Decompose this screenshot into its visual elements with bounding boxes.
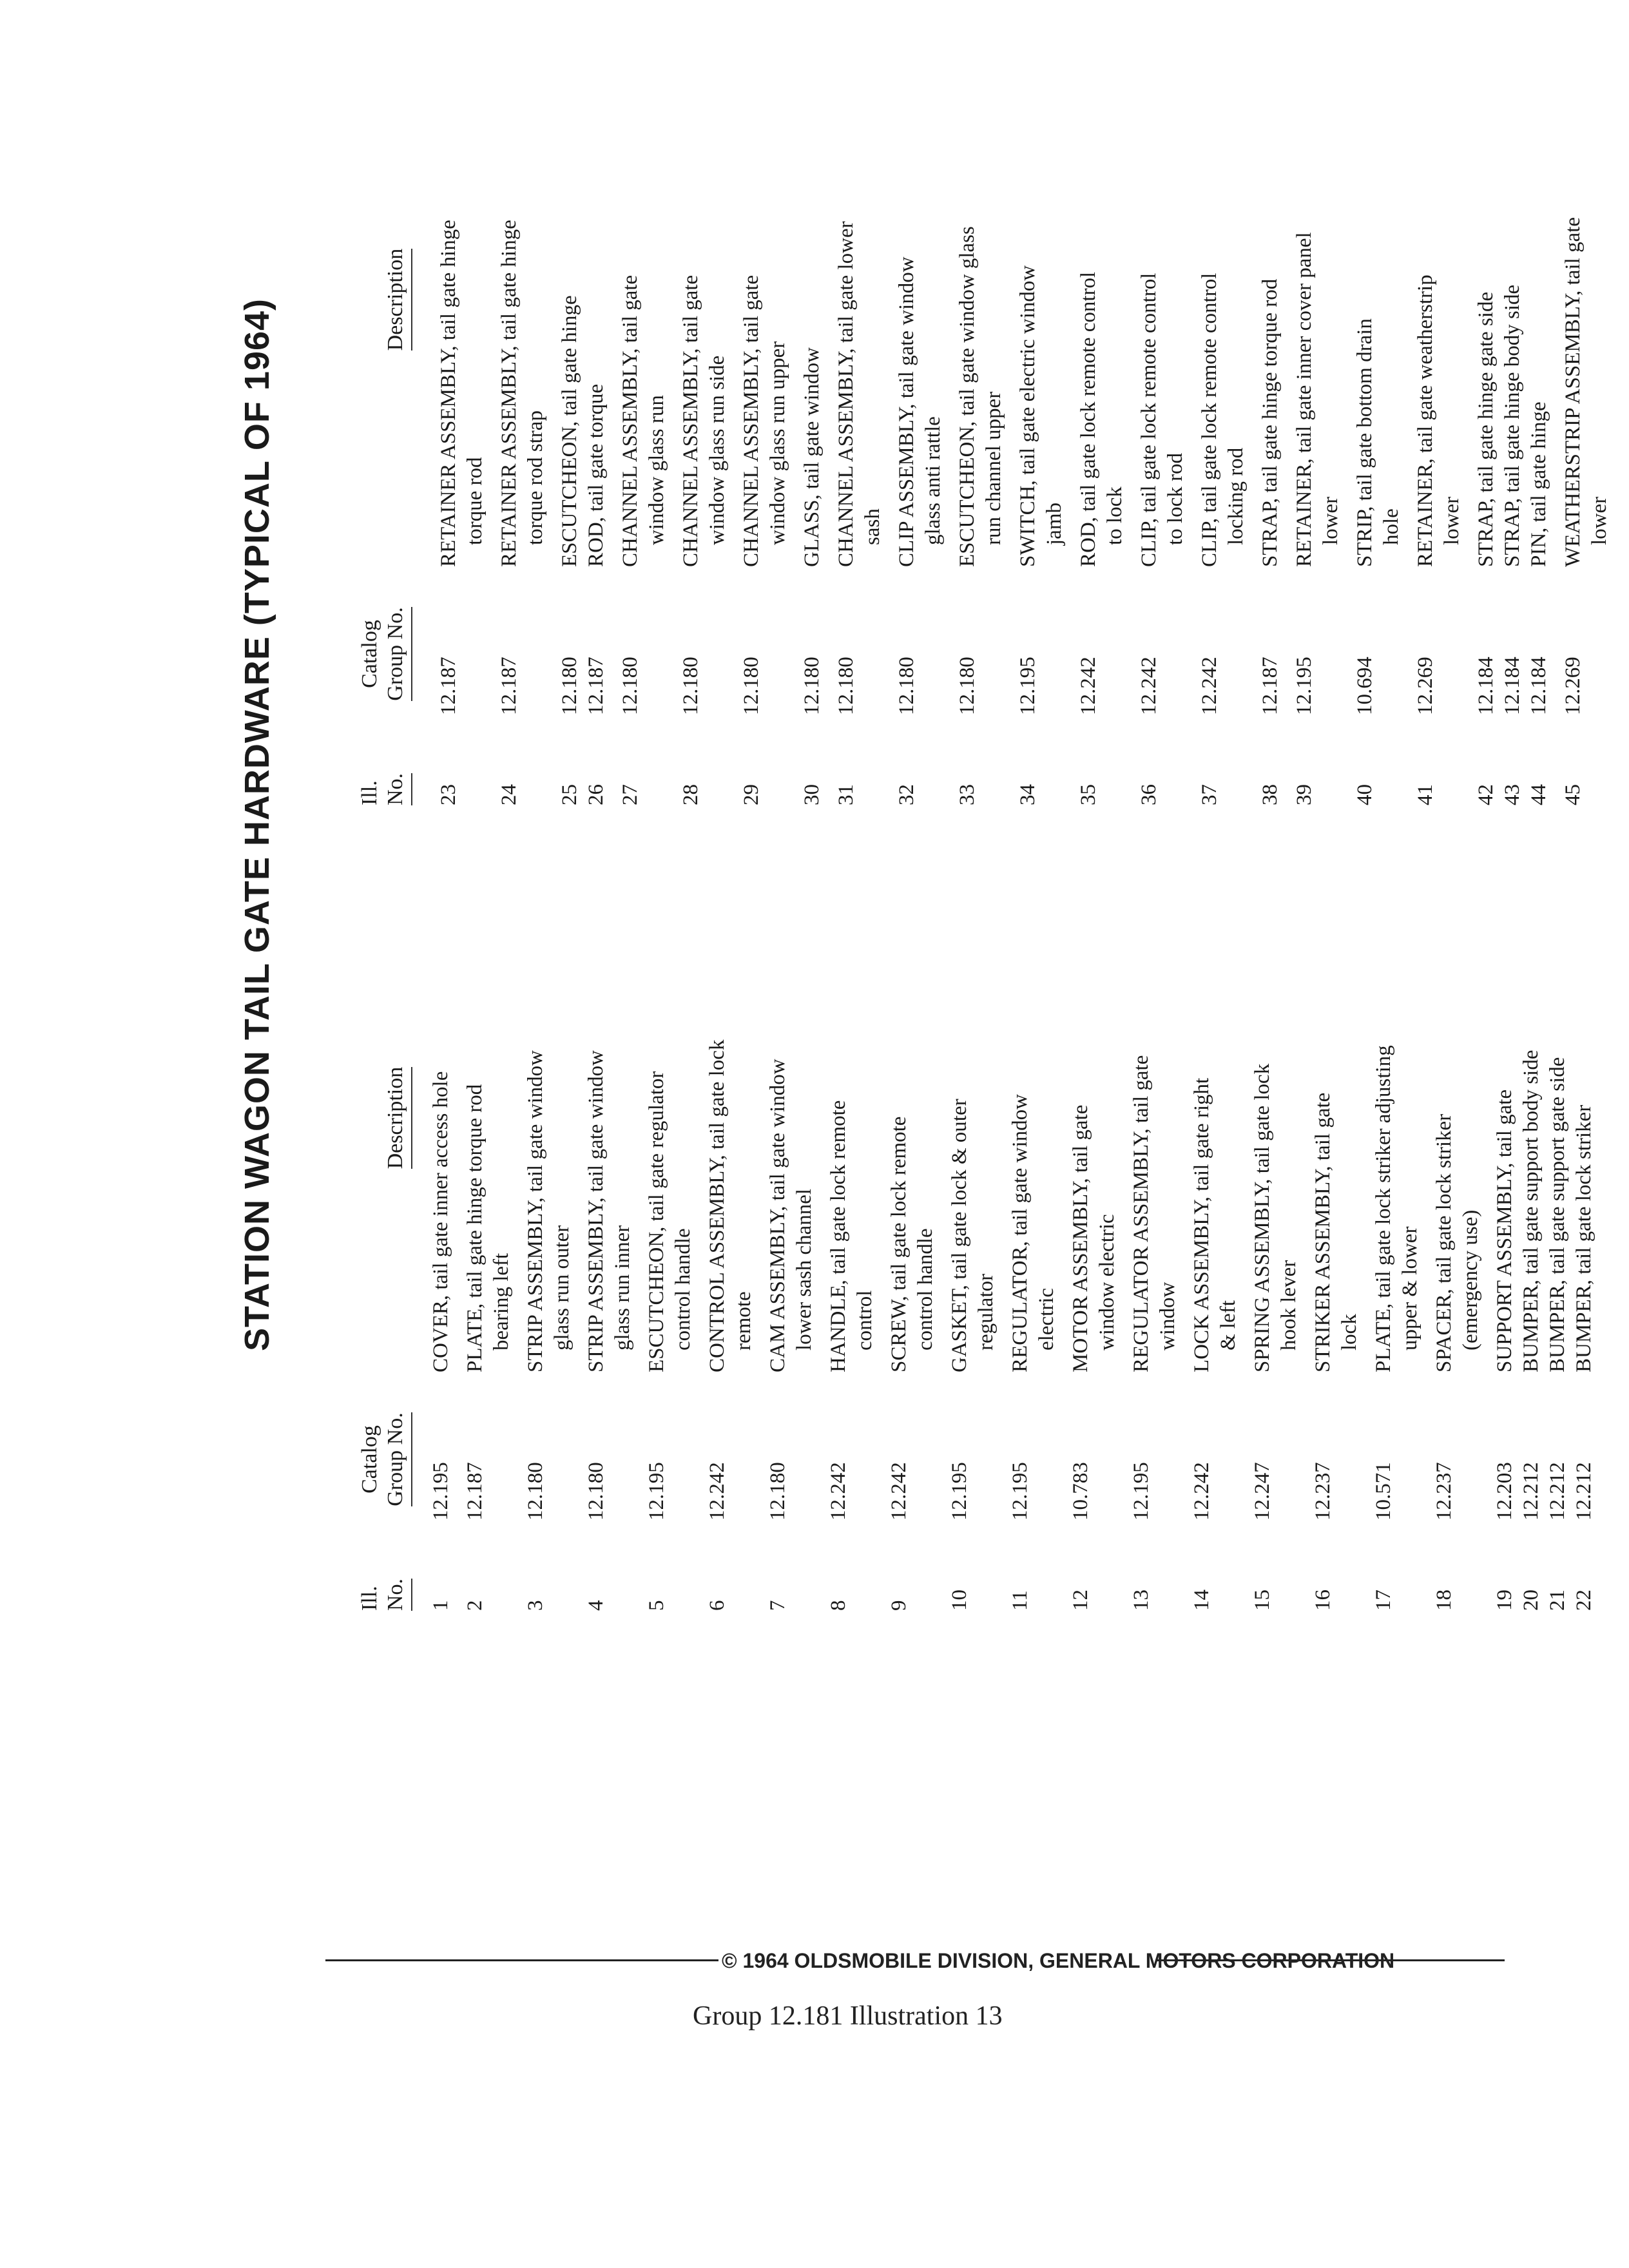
table-row [583, 838, 636, 1611]
description [428, 838, 454, 1398]
ill-no: 30 [800, 784, 824, 805]
ill-no: 32 [895, 784, 918, 805]
description [1499, 6, 1526, 593]
ill-no: 2 [463, 1600, 487, 1611]
description-line2: to lock rod [1164, 453, 1187, 545]
catalog-group-no: 10.783 [1069, 1462, 1092, 1521]
description-line1: SPACER, tail gate lock striker [1432, 1113, 1456, 1372]
catalog-group-no: 12.180 [524, 1462, 547, 1521]
description-line1: BUMPER, tail gate lock striker [1572, 1104, 1595, 1372]
description [954, 6, 1007, 593]
catalog-group-no: 12.269 [1414, 657, 1437, 715]
description-line1: PLATE, tail gate hinge torque rod [463, 1084, 487, 1372]
description-line2: (emergency use) [1459, 1209, 1482, 1350]
table-row [1571, 838, 1597, 1611]
catalog-group-no: 12.184 [1501, 657, 1524, 715]
ill-no: 20 [1519, 1590, 1543, 1611]
description [947, 838, 999, 1398]
description [1257, 6, 1284, 593]
table-row [1560, 6, 1613, 805]
table-row [765, 838, 818, 1611]
description [1007, 838, 1060, 1398]
description-line2: control handle [914, 1228, 937, 1350]
description-line2: lock [1338, 1314, 1361, 1350]
catalog-group-no: 12.247 [1251, 1462, 1274, 1521]
ill-header-line2: No. [383, 1579, 412, 1611]
catalog-group-no: 12.180 [584, 1462, 608, 1521]
table-row [1499, 6, 1526, 805]
description-line2: torque rod strap [524, 410, 547, 545]
table-row [1128, 838, 1181, 1611]
description-line2: window glass run [645, 395, 668, 545]
group-illustration-caption: Group 12.181 Illustration 13 [693, 2001, 1003, 2031]
right-column [331, 6, 1613, 805]
description [436, 6, 488, 593]
description-line1: CHANNEL ASSEMBLY, tail gate [740, 274, 763, 567]
ill-no: 11 [1008, 1590, 1032, 1611]
description-line2: to lock [1103, 486, 1126, 545]
catalog-group-no: 12.187 [437, 657, 460, 715]
description-line1: PIN, tail gate hinge [1527, 401, 1550, 567]
description-line1: SPRING ASSEMBLY, tail gate lock [1251, 1063, 1274, 1372]
description [1310, 838, 1363, 1398]
ill-no: 29 [740, 784, 763, 805]
description-line2: glass anti rattle [921, 416, 945, 545]
ill-no: 19 [1493, 1590, 1516, 1611]
cat-header-line2: Group No. [383, 607, 412, 700]
catalog-group-no: 12.242 [1198, 657, 1221, 715]
description-line1: SUPPORT ASSEMBLY, tail gate [1493, 1089, 1516, 1372]
catalog-group-no: 12.237 [1311, 1462, 1335, 1521]
table-row [1291, 6, 1344, 805]
ill-header-line1: Ill. [358, 1586, 381, 1611]
description-line1: CAM ASSEMBLY, tail gate window [766, 1059, 789, 1372]
ill-header-line2: No. [383, 773, 412, 805]
catalog-group-no: 12.180 [740, 657, 763, 715]
description-line1: ESCUTCHEON, tail gate hinge [558, 295, 581, 567]
ill-no: 35 [1077, 784, 1100, 805]
description-line2: lower sash channel [793, 1188, 816, 1350]
description-line2: window glass run upper [766, 341, 789, 545]
ill-no: 21 [1546, 1590, 1569, 1611]
table-row [1492, 838, 1518, 1611]
ill-no: 5 [645, 1600, 668, 1611]
description-line2: control [853, 1290, 876, 1350]
catalog-group-no: 12.184 [1474, 657, 1498, 715]
catalog-group-no: 12.180 [834, 657, 858, 715]
left-rows [428, 838, 1597, 1611]
ill-no: 40 [1353, 784, 1376, 805]
description-line2: window [1156, 1282, 1179, 1350]
description [1526, 6, 1552, 593]
ill-no: 12 [1069, 1590, 1092, 1611]
catalog-group-no: 12.212 [1546, 1462, 1569, 1521]
catalog-group-header [357, 593, 412, 715]
description [833, 6, 886, 593]
catalog-group-no: 12.242 [827, 1462, 850, 1521]
table-row [1526, 6, 1552, 805]
catalog-group-header [357, 1398, 412, 1521]
description-line1: GLASS, tail gate window [800, 347, 824, 567]
ill-no: 38 [1258, 784, 1282, 805]
description [1128, 838, 1181, 1398]
table-row [1310, 838, 1363, 1611]
description [1352, 6, 1405, 593]
ill-no: 34 [1016, 784, 1039, 805]
description-line2: remote [732, 1291, 755, 1350]
table-row [1412, 6, 1465, 805]
table-row [1371, 838, 1423, 1611]
description-line2: hole [1380, 508, 1403, 545]
description-header [383, 838, 412, 1398]
description-line1: ROD, tail gate torque [584, 383, 608, 567]
description-line1: CHANNEL ASSEMBLY, tail gate lower [834, 221, 858, 567]
table-row [1518, 838, 1545, 1611]
description-line2: sash [861, 508, 884, 545]
ill-no: 26 [584, 784, 608, 805]
table-row [825, 838, 878, 1611]
description-line2: locking rod [1224, 447, 1248, 545]
ill-no: 10 [948, 1590, 971, 1611]
description-line1: CHANNEL ASSEMBLY, tail gate [619, 274, 642, 567]
description-line2: jamb [1043, 503, 1066, 545]
description-line1: REGULATOR, tail gate window [1008, 1093, 1032, 1372]
description-line1: HANDLE, tail gate lock remote [827, 1100, 850, 1372]
table-row [833, 6, 886, 805]
catalog-group-no: 12.180 [558, 657, 581, 715]
description [1545, 838, 1571, 1398]
catalog-group-no: 12.212 [1519, 1462, 1543, 1521]
table-row [1015, 6, 1068, 805]
catalog-group-no: 12.195 [1008, 1462, 1032, 1521]
catalog-group-no: 12.242 [1077, 657, 1100, 715]
description-line2: window electric [1095, 1214, 1119, 1350]
description-line1: CONTROL ASSEMBLY, tail gate lock [706, 1039, 729, 1372]
table-row [1545, 838, 1571, 1611]
ill-no: 42 [1474, 784, 1498, 805]
table-row [523, 838, 575, 1611]
description [765, 838, 818, 1398]
ill-no: 6 [706, 1600, 729, 1611]
description [1412, 6, 1465, 593]
description-line2: control handle [671, 1228, 695, 1350]
ill-no: 27 [619, 784, 642, 805]
page-title: STATION WAGON TAIL GATE HARDWARE (TYPICAL OF 1964) [238, 298, 276, 1352]
description [1371, 838, 1423, 1398]
ill-no: 23 [437, 784, 460, 805]
description-line1: STRIP ASSEMBLY, tail gate window [524, 1050, 547, 1372]
ill-no: 24 [497, 784, 521, 805]
description-line1: STRAP, tail gate hinge body side [1501, 284, 1524, 567]
catalog-group-no: 12.187 [584, 657, 608, 715]
table-row [947, 838, 999, 1611]
description-line1: STRIP ASSEMBLY, tail gate window [584, 1050, 608, 1372]
description-line1: MOTOR ASSEMBLY, tail gate [1069, 1104, 1092, 1372]
description-line2: lower [1319, 496, 1342, 545]
ill-header-line1: Ill. [358, 780, 381, 805]
table-row [799, 6, 825, 805]
table-row [1189, 838, 1242, 1611]
table-row [436, 6, 488, 805]
description [886, 838, 939, 1398]
ill-no: 16 [1311, 1590, 1335, 1611]
description-line1: CLIP, tail gate lock remote control [1198, 273, 1221, 567]
description-line1: GASKET, tail gate lock & outer [948, 1099, 971, 1372]
description-line1: BUMPER, tail gate support body side [1519, 1050, 1543, 1372]
ill-no: 17 [1372, 1590, 1395, 1611]
catalog-group-no: 12.195 [645, 1462, 668, 1521]
description-line2: bearing left [490, 1253, 513, 1350]
catalog-group-no: 12.180 [800, 657, 824, 715]
ill-no: 1 [429, 1600, 452, 1611]
cat-header-line2: Group No. [383, 1412, 412, 1506]
ill-no: 4 [584, 1600, 608, 1611]
catalog-group-no: 12.203 [1493, 1462, 1516, 1521]
description [1068, 838, 1121, 1398]
table-row [894, 6, 947, 805]
table-row [1473, 6, 1499, 805]
description-line1: ESCUTCHEON, tail gate regulator [645, 1071, 668, 1372]
ill-no: 37 [1198, 784, 1221, 805]
description-line1: ROD, tail gate lock remote control [1077, 271, 1100, 567]
description-line2: lower [1588, 496, 1611, 545]
catalog-group-no: 12.180 [956, 657, 979, 715]
description [1291, 6, 1344, 593]
catalog-group-no: 12.180 [679, 657, 702, 715]
table-row [1075, 6, 1128, 805]
table-row [678, 6, 731, 805]
description [1560, 6, 1613, 593]
description-line1: SWITCH, tail gate electric window [1016, 265, 1039, 567]
description [496, 6, 549, 593]
ill-no: 7 [766, 1600, 789, 1611]
catalog-group-no: 12.187 [1258, 657, 1282, 715]
description [1492, 838, 1518, 1398]
catalog-group-no: 10.571 [1372, 1462, 1395, 1521]
ill-no: 44 [1527, 784, 1550, 805]
catalog-group-no: 12.269 [1561, 657, 1585, 715]
description [1249, 838, 1302, 1398]
catalog-group-no: 12.180 [895, 657, 918, 715]
ill-no-header [357, 1566, 412, 1611]
description-line2: run channel upper [982, 391, 1005, 545]
ill-no: 22 [1572, 1590, 1595, 1611]
ill-no-header [357, 760, 412, 805]
ill-no: 43 [1501, 784, 1524, 805]
desc-header-text: Description [383, 1067, 412, 1169]
ill-no: 18 [1432, 1590, 1456, 1611]
description-line1: PLATE, tail gate lock striker adjusting [1372, 1045, 1395, 1372]
table-row [583, 6, 610, 805]
description-line2: hook lever [1277, 1260, 1300, 1350]
description-line1: SCREW, tail gate lock remote [887, 1116, 911, 1372]
ill-no: 33 [956, 784, 979, 805]
ill-no: 13 [1130, 1590, 1153, 1611]
description [557, 6, 583, 593]
cat-header-line1: Catalog [358, 620, 381, 688]
ill-no: 9 [887, 1600, 911, 1611]
description [583, 6, 610, 593]
table-row [1431, 838, 1484, 1611]
description-line1: STRAP, tail gate hinge gate side [1474, 291, 1498, 567]
description-line2: regulator [974, 1273, 998, 1350]
ill-no: 14 [1190, 1590, 1213, 1611]
ill-no: 15 [1251, 1590, 1274, 1611]
description-line1: CHANNEL ASSEMBLY, tail gate [679, 274, 702, 567]
copyright-notice: © 1964 OLDSMOBILE DIVISION, GENERAL MOTORS CORPORATION [722, 1949, 1395, 1972]
description-line1: CLIP ASSEMBLY, tail gate window [895, 256, 918, 567]
description [1189, 838, 1242, 1398]
description-line2: electric [1035, 1287, 1058, 1350]
table-row [644, 838, 697, 1611]
right-column-header [331, 6, 428, 805]
description-line1: RETAINER ASSEMBLY, tail gate hinge [497, 220, 521, 567]
ill-no: 8 [827, 1600, 850, 1611]
table-row [462, 838, 515, 1611]
description [462, 838, 515, 1398]
description [1136, 6, 1189, 593]
description [1197, 6, 1249, 593]
description-line2: window glass run side [706, 355, 729, 545]
table-row [1257, 6, 1284, 805]
description [1518, 838, 1545, 1398]
description [583, 838, 636, 1398]
catalog-group-no: 12.187 [497, 657, 521, 715]
table-row [1352, 6, 1405, 805]
catalog-group-no: 12.242 [706, 1462, 729, 1521]
description-line2: lower [1440, 496, 1463, 545]
description [523, 838, 575, 1398]
catalog-group-no: 12.184 [1527, 657, 1550, 715]
catalog-group-no: 12.187 [463, 1462, 487, 1521]
description [894, 6, 947, 593]
description-line1: CLIP, tail gate lock remote control [1137, 273, 1161, 567]
table-row [704, 838, 757, 1611]
description-line1: BUMPER, tail gate support gate side [1546, 1057, 1569, 1372]
description [799, 6, 825, 593]
table-row [557, 6, 583, 805]
table-row [954, 6, 1007, 805]
catalog-group-no: 12.242 [1190, 1462, 1213, 1521]
table-row [428, 838, 454, 1611]
description [1075, 6, 1128, 593]
desc-header-text: Description [383, 249, 412, 351]
description-line2: torque rod [463, 457, 487, 545]
catalog-group-no: 12.242 [887, 1462, 911, 1521]
description [1015, 6, 1068, 593]
description-line1: RETAINER ASSEMBLY, tail gate hinge [437, 220, 460, 567]
cat-header-line1: Catalog [358, 1425, 381, 1494]
rotated-parts-table [235, 0, 1611, 1662]
description-line1: STRIKER ASSEMBLY, tail gate [1311, 1092, 1335, 1372]
ill-no: 3 [524, 1600, 547, 1611]
table-row [886, 838, 939, 1611]
table-row [738, 6, 791, 805]
ill-no: 45 [1561, 784, 1585, 805]
catalog-group-no: 12.195 [1016, 657, 1039, 715]
catalog-group-no: 12.212 [1572, 1462, 1595, 1521]
description-line1: STRIP, tail gate bottom drain [1353, 318, 1376, 567]
catalog-group-no: 12.195 [429, 1462, 452, 1521]
description-line1: RETAINER, tail gate weatherstrip [1414, 274, 1437, 567]
description-line1: ESCUTCHEON, tail gate window glass [956, 226, 979, 567]
description-line2: glass run inner [611, 1225, 634, 1350]
description-line1: LOCK ASSEMBLY, tail gate right [1190, 1077, 1213, 1372]
description-line1: COVER, tail gate inner access hole [429, 1071, 452, 1372]
description [644, 838, 697, 1398]
catalog-group-no: 12.242 [1137, 657, 1161, 715]
ill-no: 28 [679, 784, 702, 805]
table-row [1249, 838, 1302, 1611]
description-line1: WEATHERSTRIP ASSEMBLY, tail gate [1561, 216, 1585, 567]
table-row [1068, 838, 1121, 1611]
ill-no: 39 [1293, 784, 1316, 805]
description-line1: STRAP, tail gate hinge torque rod [1258, 278, 1282, 567]
table-row [1007, 838, 1060, 1611]
description [704, 838, 757, 1398]
right-rows [436, 6, 1613, 805]
description [738, 6, 791, 593]
left-column-header [331, 838, 428, 1611]
catalog-group-no: 12.195 [1293, 657, 1316, 715]
table-row [1136, 6, 1189, 805]
description [617, 6, 670, 593]
ill-no: 25 [558, 784, 581, 805]
catalog-group-no: 12.195 [1130, 1462, 1153, 1521]
description [825, 838, 878, 1398]
catalog-group-no: 12.237 [1432, 1462, 1456, 1521]
description [678, 6, 731, 593]
catalog-group-no: 12.195 [948, 1462, 971, 1521]
description [1571, 838, 1597, 1398]
description-line1: RETAINER, tail gate inner cover panel [1293, 232, 1316, 567]
description-line2: glass run outer [550, 1225, 574, 1350]
table-row [617, 6, 670, 805]
catalog-group-no: 12.180 [619, 657, 642, 715]
table-row [496, 6, 549, 805]
catalog-group-no: 12.180 [766, 1462, 789, 1521]
footer-rule-left [325, 1959, 718, 1961]
catalog-group-no: 10.694 [1353, 657, 1376, 715]
description [1473, 6, 1499, 593]
description-line2: & left [1217, 1300, 1240, 1350]
ill-no: 41 [1414, 784, 1437, 805]
ill-no: 31 [834, 784, 858, 805]
left-column [331, 838, 1597, 1611]
description-line2: upper & lower [1398, 1226, 1422, 1350]
description-header [383, 6, 412, 593]
ill-no: 36 [1137, 784, 1161, 805]
description-line1: REGULATOR ASSEMBLY, tail gate [1130, 1055, 1153, 1372]
description [1431, 838, 1484, 1398]
table-row [1197, 6, 1249, 805]
